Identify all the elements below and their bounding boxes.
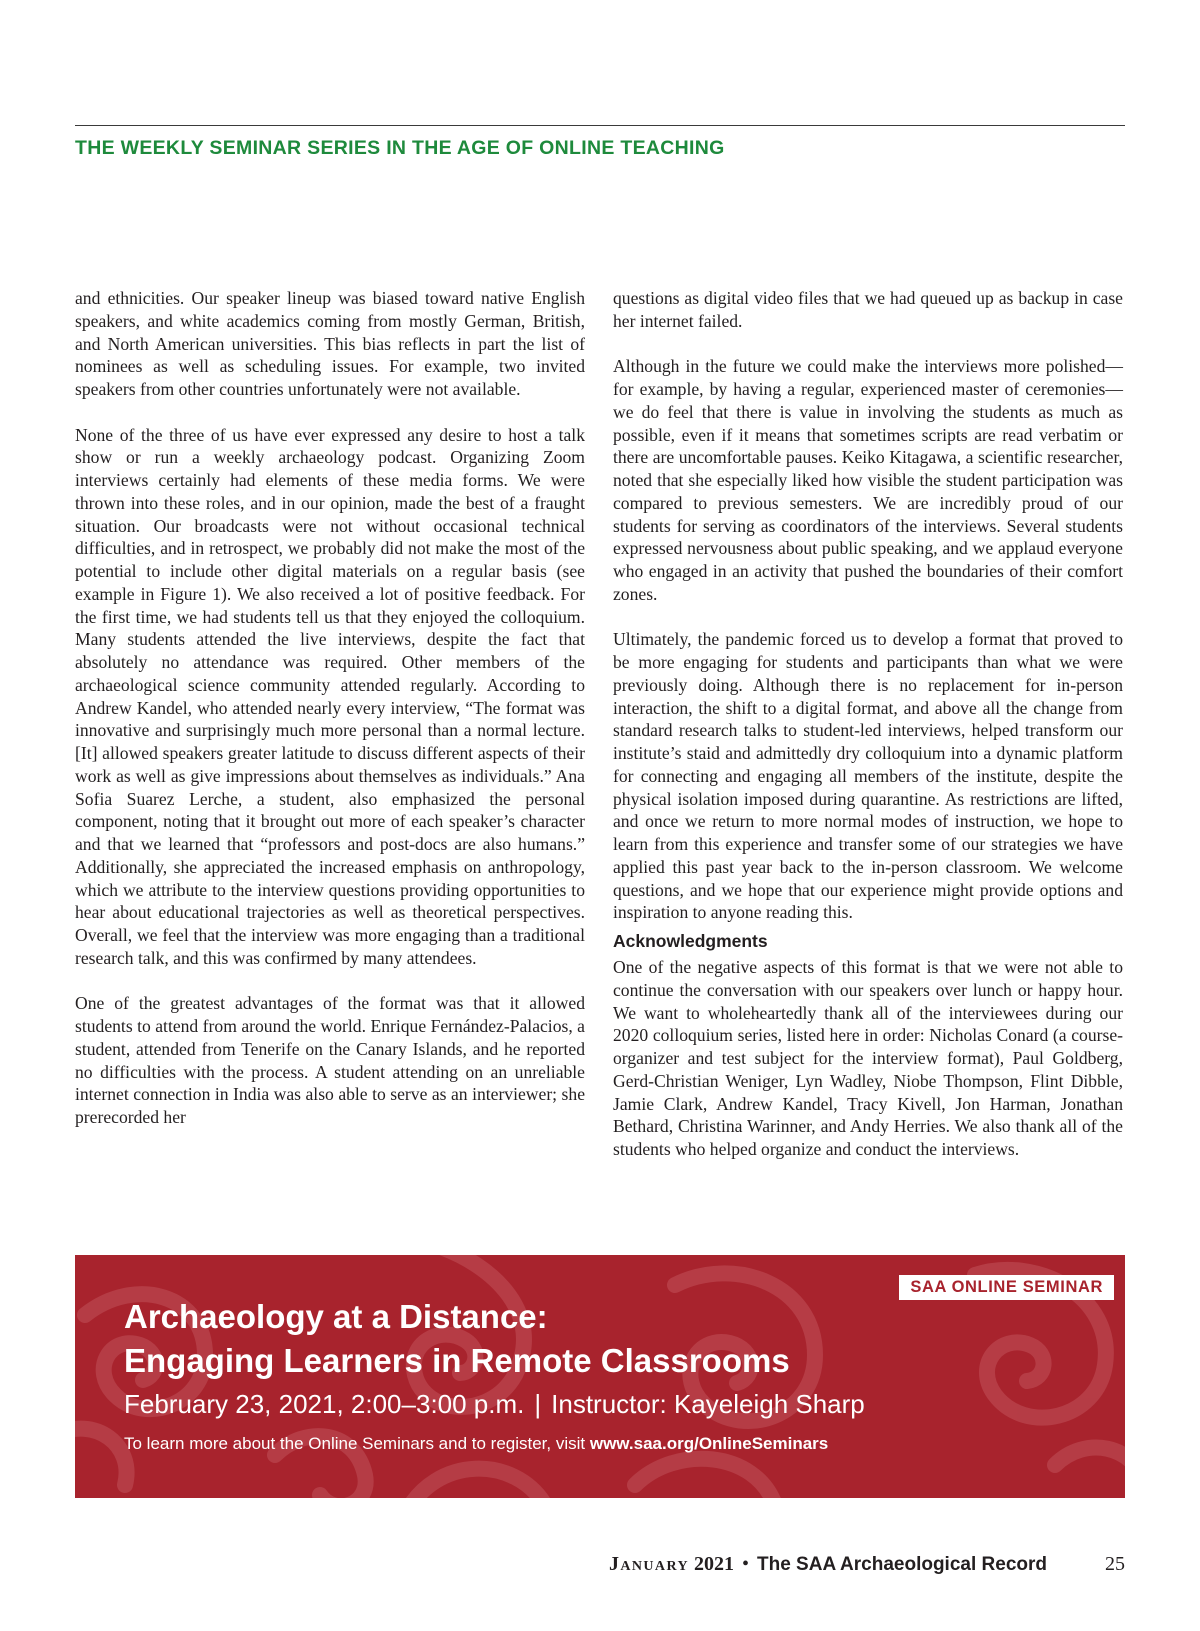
seminar-title: [124, 1295, 790, 1383]
page-number: 25: [1105, 1553, 1125, 1575]
seminar-link[interactable]: www.saa.org/OnlineSeminars: [589, 1434, 829, 1453]
page-footer: [609, 1553, 1125, 1576]
body-paragraph: Although in the future we could make the interviews more polished—for example, by having a regular, experienced master of ceremonies—we do feel that there is value in involving the students as much as possible, even if it means that sometimes scripts are read verbatim or there are uncomfortable pauses. Keiko Kitagawa, a scientific researcher, noted that she especially liked how visible the student participation was compared to previous semesters. We are incredibly proud of our students for serving as coordinators of the interviews. Several students expressed nervousness about public speaking, and we applaud everyone who engaged in an activity that pushed the boundaries of their comfort zones.: [613, 356, 1123, 604]
footer-journal: The SAA Archaeological Record: [757, 1554, 1047, 1575]
seminar-banner[interactable]: [75, 1255, 1125, 1498]
running-head: THE WEEKLY SEMINAR SERIES IN THE AGE OF ONLINE TEACHING: [75, 137, 725, 159]
bullet-icon: •: [741, 1553, 749, 1575]
body-paragraph: and ethnicities. Our speaker lineup was biased toward native English speakers, and white academics coming from mostly German, British, and North American universities. This bias reflects in part the list of nominees as well as scheduling issues. For example, two invited speakers from other countries unfortunately were not available.: [75, 288, 585, 399]
body-paragraph: One of the greatest advantages of the format was that it allowed students to attend from around the world. Enrique Fernández-Palacios, a student, attended from Tenerife on the Canary Islands, and he reported no difficulties with the process. A student attending on an unreliable internet connection in India was also able to serve as an interviewer; she prerecorded her: [75, 993, 585, 1127]
seminar-title-line: Engaging Learners in Remote Classrooms: [124, 1342, 790, 1379]
acknowledgments-heading: Acknowledgments: [613, 931, 768, 951]
header-rule: [75, 125, 1125, 126]
seminar-date: February 23, 2021, 2:00–3:00 p.m.: [124, 1389, 525, 1419]
right-column: [613, 287, 1123, 1184]
seminar-instructor: Instructor: Kayeleigh Sharp: [551, 1389, 865, 1419]
separator: |: [534, 1389, 542, 1419]
seminar-cta-text: To learn more about the Online Seminars and to register, visit: [124, 1434, 590, 1453]
body-paragraph: None of the three of us have ever expressed any desire to host a talk show or run a weekly archaeology podcast. Organizing Zoom interviews certainly had elements of these media forms. We were thrown into these roles, and in our opinion, made the best of a fraught situation. Our broadcasts were not without occasional technical difficulties, and in retrospect, we probably did not make the most of the potential to include other digital materials on a regular basis (see example in Figure 1). We also received a lot of positive feedback. For the first time, we had students tell us that they enjoyed the colloquium. Many students attended the live interviews, despite the fact that absolutely no attendance was required. Other members of the archaeological science community attended regularly. According to Andrew Kandel, who attended nearly every interview, “The format was innovative and surprisingly much more personal than a normal lecture. [It] allowed speakers greater latitude to discuss different aspects of their work as well as give impressions about themselves as individuals.” Ana Sofia Suarez Lerche, a student, also emphasized the personal component, noting that it brought out more of each speaker’s character and that we learned that “professors and post-docs are also humans.” Additionally, she appreciated the increased emphasis on anthropology, which we attribute to the interview questions providing opportunities to hear about educational trajectories as well as theoretical perspectives. Overall, we feel that the interview was more engaging than a traditional research talk, and this was confirmed by many attendees.: [75, 424, 585, 968]
acknowledgments-paragraph: One of the negative aspects of this format is that we were not able to continue the conversation with our speakers over lunch or happy hour. We want to wholeheartedly thank all of the interviewees during our 2020 colloquium series, listed here in order: Nicholas Conard (a course-organizer and test subject for the interview format), Paul Goldberg, Gerd-Christian Weniger, Lyn Wadley, Niobe Thompson, Flint Dibble, Jamie Clark, Andrew Kandel, Tracy Kivell, Jon Harman, Jonathan Bethard, Christina Warinner, and Andy Herries. We also thank all of the students who helped organize and conduct the interviews.: [613, 957, 1123, 1159]
body-paragraph: questions as digital video files that we had queued up as backup in case her internet failed.: [613, 288, 1123, 331]
footer-month: January: [609, 1553, 689, 1575]
seminar-tag: SAA ONLINE SEMINAR: [899, 1275, 1114, 1300]
seminar-date-line: [124, 1388, 865, 1420]
seminar-title-line: Archaeology at a Distance:: [124, 1298, 548, 1335]
footer-year: 2021: [693, 1553, 734, 1575]
body-paragraph: Ultimately, the pandemic forced us to develop a format that proved to be more engaging for students and participants than what we were previously doing. Although there is no replacement for in-person interaction, the shift to a digital format, and above all the change from standard research talks to student-led interviews, helped transform our institute’s staid and admittedly dry colloquium into a dynamic platform for connecting and engaging all members of the institute, despite the physical isolation imposed during quarantine. As restrictions are lifted, and once we return to more normal modes of instruction, we hope to learn from this experience and transfer some of our strategies we have applied this past year back to the in-person classroom. We welcome questions, and we hope that our experience might provide options and inspiration to anyone reading this.: [613, 629, 1123, 923]
left-column: [75, 287, 585, 1152]
seminar-cta: [124, 1433, 828, 1455]
